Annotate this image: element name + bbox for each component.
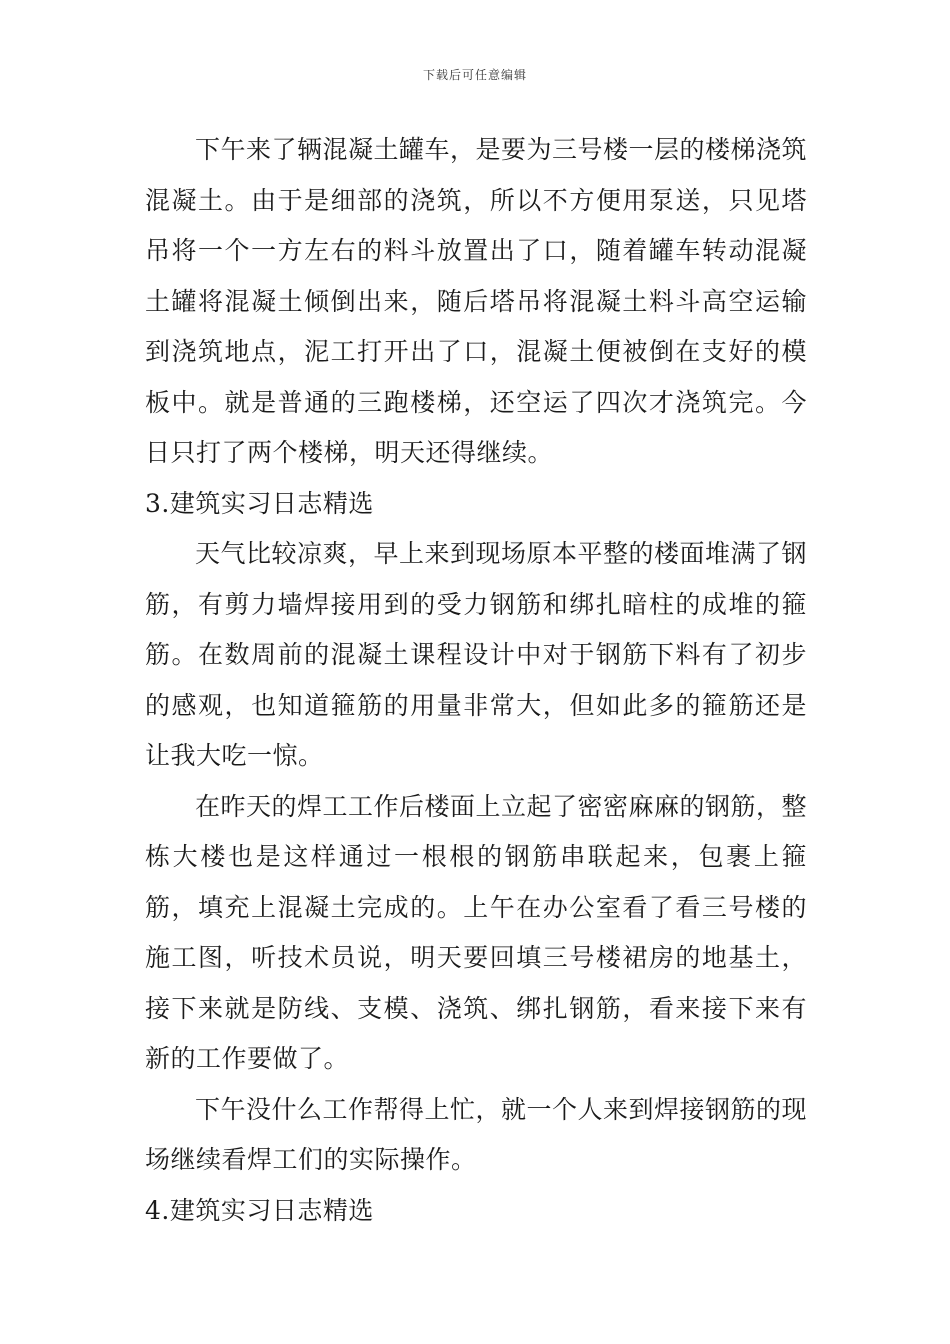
section-heading-3: 3.建筑实习日志精选 <box>145 488 374 518</box>
paragraph-concrete-pouring: 下午来了辆混凝土罐车，是要为三号楼一层的楼梯浇筑混凝土。由于是细部的浇筑，所以不方便用泵送，只见塔吊将一个一方左右的料斗放置出了口，随着罐车转动混凝土罐将混凝土倾倒出来，随后塔吊将混凝土料斗高空运输到浇筑地点，泥工打开出了口，混凝土便被倒在支好的模板中。就是普通的三跑楼梯，还空运了四次才浇筑完。今日只打了两个楼梯，明天还得继续。 <box>145 135 808 467</box>
paragraph-rebar-site: 天气比较凉爽，早上来到现场原本平整的楼面堆满了钢筋，有剪力墙焊接用到的受力钢筋和绑扎暗柱的成堆的箍筋。在数周前的混凝土课程设计中对于钢筋下料有了初步的感观，也知道箍筋的用量非常大，但如此多的箍筋还是让我大吃一惊。 <box>145 539 808 770</box>
document-body <box>145 125 807 1236</box>
page-header-note: 下载后可任意编辑 <box>422 68 527 82</box>
paragraph-welding-work: 在昨天的焊工工作后楼面上立起了密密麻麻的钢筋，整栋大楼也是这样通过一根根的钢筋串联起来，包裹上箍筋，填充上混凝土完成的。上午在办公室看了看三号楼的施工图，听技术员说，明天要回填三号楼裙房的地基土，接下来就是防线、支模、浇筑、绑扎钢筋，看来接下来有新的工作要做了。 <box>145 791 808 1073</box>
section-heading-4: 4.建筑实习日志精选 <box>145 1195 374 1225</box>
paragraph-afternoon-observation: 下午没什么工作帮得上忙，就一个人来到焊接钢筋的现场继续看焊工们的实际操作。 <box>145 1094 808 1174</box>
